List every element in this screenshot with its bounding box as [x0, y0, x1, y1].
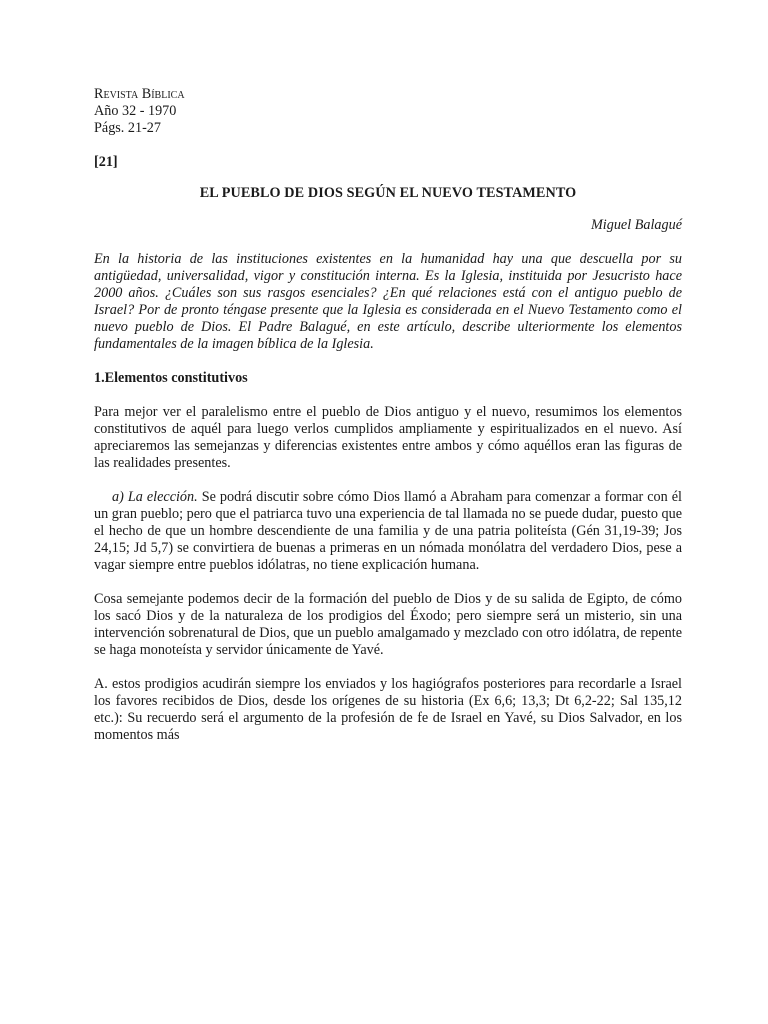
article-author: Miguel Balagué	[590, 217, 682, 233]
document-page	[94, 86, 682, 744]
paragraph-3: Cosa semejante podemos decir de la formación del pueblo de Dios y de su salida de Egipto, de cómo los sacó Dios y de la naturaleza de los prodigios del Éxodo; pero siempre será un misterio, sin una intervención sobrenatural de Dios, que un pueblo amalgamado y mezclado con otro idólatra, de repente se haga monoteísta y servidor únicamente de Yavé.	[94, 591, 682, 658]
page-marker: [21]	[94, 154, 118, 170]
year-issue: Año 32 - 1970	[94, 103, 177, 119]
article-abstract: En la historia de las instituciones existentes en la humanidad hay una que descuella por su antigüedad, universalidad, vigor y constitución interna. Es la Iglesia, instituida por Jesucristo hace 2000 años. ¿Cuáles son sus rasgos esenciales? ¿En qué relaciones está con el antiguo pueblo de Israel? Por de pronto téngase presente que la Iglesia es considerada en el Nuevo Testamento como el nuevo pueblo de Dios. El Padre Balagué, en este artículo, describe ulteriormente los elementos fundamentales de la imagen bíblica de la Iglesia.	[94, 251, 682, 352]
journal-name: Revista Bíblica	[94, 86, 185, 102]
publication-header	[94, 86, 682, 137]
paragraph-2	[94, 489, 682, 574]
paragraph-2-lead: a) La elección.	[112, 489, 198, 505]
paragraph-1: Para mejor ver el paralelismo entre el pueblo de Dios antiguo y el nuevo, resumimos los elementos constitutivos de aquél para luego verlos cumplidos ampliamente y espiritualizados en el nuevo. Así apreciaremos las semejanzas y diferencias existentes entre ambos y cómo aquéllos eran las figuras de las realidades presentes.	[94, 404, 682, 471]
paragraph-4: A. estos prodigios acudirán siempre los enviados y los hagiógrafos posteriores para recordarle a Israel los favores recibidos de Dios, desde los orígenes de su historia (Ex 6,6; 13,3; Dt 6,2-22; Sal 135,12 etc.): Su recuerdo será el argumento de la profesión de fe de Israel en Yavé, su Dios Salvador, en los momentos más	[94, 676, 682, 743]
section-heading: 1.Elementos constitutivos	[94, 370, 248, 386]
page-range: Págs. 21-27	[94, 120, 161, 136]
paragraph-2-body: Se podrá discutir sobre cómo Dios llamó a Abraham para comenzar a formar con él un gran pueblo; pero que el patriarca tuvo una experiencia de tal llamada no se puede dudar, puesto que el hecho de que un hombre descendiente de una familia y de una patria politeísta (Gén 31,19-39; Jos 24,15; Jd 5,7) se convirtiera de buenas a primeras en un nómada monólatra del verdadero Dios, pese a vagar siempre entre pueblos idólatras, no tiene explicación humana.	[94, 489, 682, 573]
article-title: EL PUEBLO DE DIOS SEGÚN EL NUEVO TESTAMENTO	[199, 185, 577, 201]
